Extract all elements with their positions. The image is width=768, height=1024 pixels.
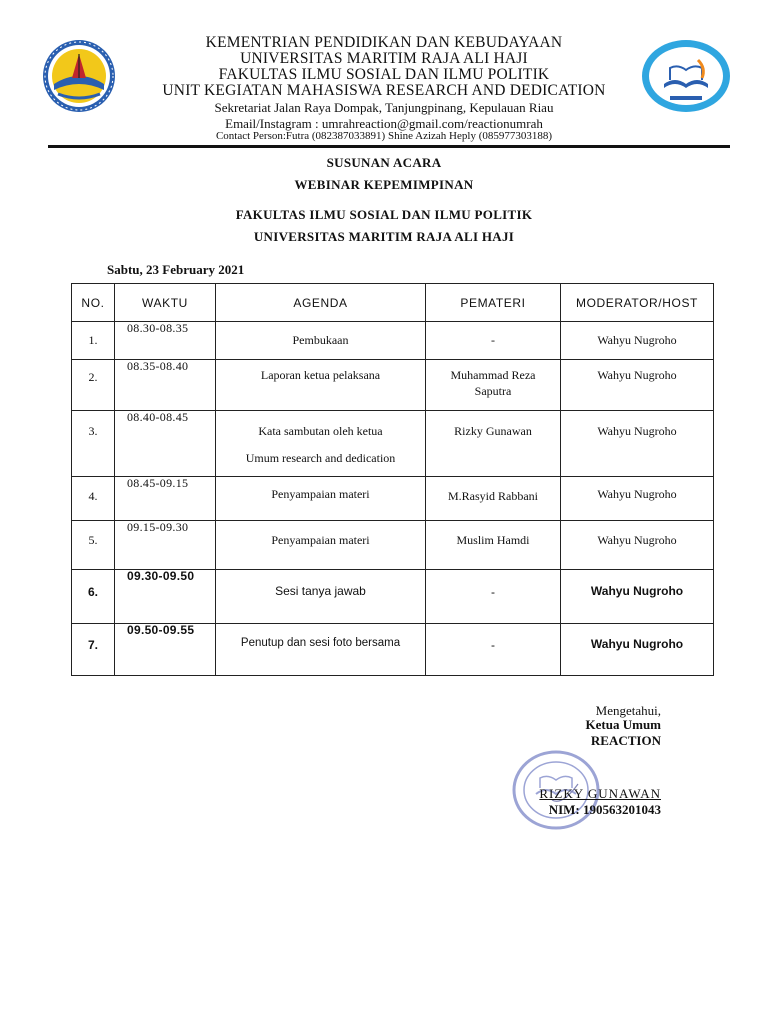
- table-header-row: [72, 284, 714, 322]
- row-agenda-text: Pembukaan: [292, 333, 349, 347]
- row-agenda-text: Penyampaian materi: [271, 487, 370, 501]
- row-no-text: 1.: [88, 333, 98, 347]
- row-moderator-text: Wahyu Nugroho: [597, 333, 677, 347]
- row-no-text: 2.: [88, 370, 98, 384]
- row-pemateri-text: M.Rasyid Rabbani: [448, 489, 538, 503]
- row-moderator-text: Wahyu Nugroho: [590, 584, 684, 598]
- sig-mengetahui: Mengetahui,: [595, 703, 661, 718]
- row-pemateri-text: Muhammad Reza: [450, 368, 536, 382]
- row-waktu-text: 08.40-08.45: [127, 410, 189, 424]
- table-row: [72, 570, 714, 624]
- header-divider: [48, 145, 730, 148]
- row-agenda: [216, 360, 426, 411]
- row-agenda-text: Penutup dan sesi foto bersama: [240, 637, 401, 649]
- row-no: [72, 322, 115, 360]
- row-no: [72, 624, 115, 676]
- row-agenda-text: Kata sambutan oleh ketua: [258, 424, 383, 438]
- row-waktu-text: 08.45-09.15: [127, 476, 189, 490]
- table-row: [72, 521, 714, 570]
- row-moderator-text: Wahyu Nugroho: [597, 368, 677, 382]
- row-waktu-text: 08.30-08.35: [127, 321, 189, 335]
- row-moderator: [561, 624, 714, 676]
- row-agenda: [216, 411, 426, 477]
- row-pemateri-text: -: [491, 638, 495, 652]
- table-row: [72, 624, 714, 676]
- row-moderator: [561, 322, 714, 360]
- row-pemateri: [426, 521, 561, 570]
- row-no: [72, 360, 115, 411]
- row-agenda: [216, 570, 426, 624]
- header-no: NO.: [72, 284, 115, 322]
- sig-name: RIZKY GUNAWAN: [539, 786, 661, 801]
- row-waktu-text: 09.15-09.30: [127, 520, 189, 534]
- sig-org: REACTION: [590, 733, 661, 748]
- row-moderator: [561, 477, 714, 521]
- row-moderator: [561, 570, 714, 624]
- row-waktu-text: 08.35-08.40: [127, 359, 189, 373]
- row-agenda-text: Penyampaian materi: [271, 533, 370, 547]
- row-no: [72, 411, 115, 477]
- row-moderator-text: Wahyu Nugroho: [597, 533, 677, 547]
- table-row: [72, 411, 714, 477]
- row-pemateri: [426, 411, 561, 477]
- row-no-text: 6.: [87, 585, 98, 599]
- row-agenda-text-2: Umum research and dedication: [245, 451, 396, 465]
- header-faculty: FAKULTAS ILMU SOSIAL DAN ILMU POLITIK: [218, 66, 550, 83]
- row-moderator: [561, 411, 714, 477]
- sig-nim: NIM: 190563201043: [548, 802, 661, 817]
- row-no-text: 7.: [87, 638, 98, 652]
- row-moderator-text: Wahyu Nugroho: [597, 487, 677, 501]
- row-waktu: [115, 322, 216, 360]
- header-contact: Contact Person:Futra (082387033891) Shine Azizah Heply (085977303188): [215, 130, 553, 142]
- row-waktu: [115, 624, 216, 676]
- row-pemateri: [426, 570, 561, 624]
- row-no: [72, 570, 115, 624]
- row-agenda-text: Sesi tanya jawab: [275, 584, 366, 598]
- row-pemateri-text: -: [491, 333, 495, 347]
- title-webinar: WEBINAR KEPEMIMPINAN: [294, 177, 474, 192]
- row-agenda: [216, 322, 426, 360]
- row-moderator-text: Wahyu Nugroho: [597, 424, 677, 438]
- row-waktu-text: 09.50-09.55: [127, 623, 195, 637]
- row-waktu: [115, 570, 216, 624]
- row-pemateri: [426, 477, 561, 521]
- row-no: [72, 477, 115, 521]
- title-university: UNIVERSITAS MARITIM RAJA ALI HAJI: [253, 229, 515, 244]
- row-waktu: [115, 477, 216, 521]
- row-agenda: [216, 624, 426, 676]
- table-row: [72, 322, 714, 360]
- table-row: [72, 477, 714, 521]
- header-agenda: AGENDA: [216, 284, 426, 322]
- header-ministry: KEMENTRIAN PENDIDIKAN DAN KEBUDAYAAN: [205, 34, 563, 51]
- header-unit: UNIT KEGIATAN MAHASISWA RESEARCH AND DEDICATION: [162, 82, 606, 99]
- row-no-text: 5.: [88, 533, 98, 547]
- table-row: [72, 360, 714, 411]
- header-email: Email/Instagram : umrahreaction@gmail.com/reactionumrah: [225, 116, 543, 131]
- sig-ketua: Ketua Umum: [585, 717, 661, 732]
- row-no: [72, 521, 115, 570]
- row-waktu-text: 09.30-09.50: [127, 569, 195, 583]
- row-agenda-text: Laporan ketua pelaksana: [260, 368, 381, 382]
- row-pemateri-text-2: Saputra: [474, 384, 512, 398]
- header-university: UNIVERSITAS MARITIM RAJA ALI HAJI: [240, 50, 528, 67]
- row-pemateri: [426, 624, 561, 676]
- header-moderator: MODERATOR/HOST: [561, 284, 714, 322]
- row-pemateri-text: Rizky Gunawan: [454, 424, 532, 438]
- row-pemateri-text: Muslim Hamdi: [456, 533, 530, 547]
- title-faculty: FAKULTAS ILMU SOSIAL DAN ILMU POLITIK: [235, 207, 533, 222]
- header-waktu: WAKTU: [115, 284, 216, 322]
- row-agenda: [216, 521, 426, 570]
- row-moderator-text: Wahyu Nugroho: [590, 637, 684, 651]
- row-pemateri: [426, 322, 561, 360]
- row-waktu: [115, 360, 216, 411]
- row-agenda: [216, 477, 426, 521]
- header-pemateri: PEMATERI: [426, 284, 561, 322]
- schedule-table: [71, 283, 714, 676]
- event-date: Sabtu, 23 February 2021: [107, 262, 245, 277]
- row-waktu: [115, 411, 216, 477]
- row-waktu: [115, 521, 216, 570]
- row-pemateri: [426, 360, 561, 411]
- title-schedule: SUSUNAN ACARA: [326, 155, 442, 170]
- row-moderator: [561, 360, 714, 411]
- row-no-text: 4.: [88, 489, 98, 503]
- row-pemateri-text: -: [491, 585, 495, 599]
- row-no-text: 3.: [88, 424, 98, 438]
- header-address: Sekretariat Jalan Raya Dompak, Tanjungpinang, Kepulauan Riau: [214, 100, 554, 115]
- row-moderator: [561, 521, 714, 570]
